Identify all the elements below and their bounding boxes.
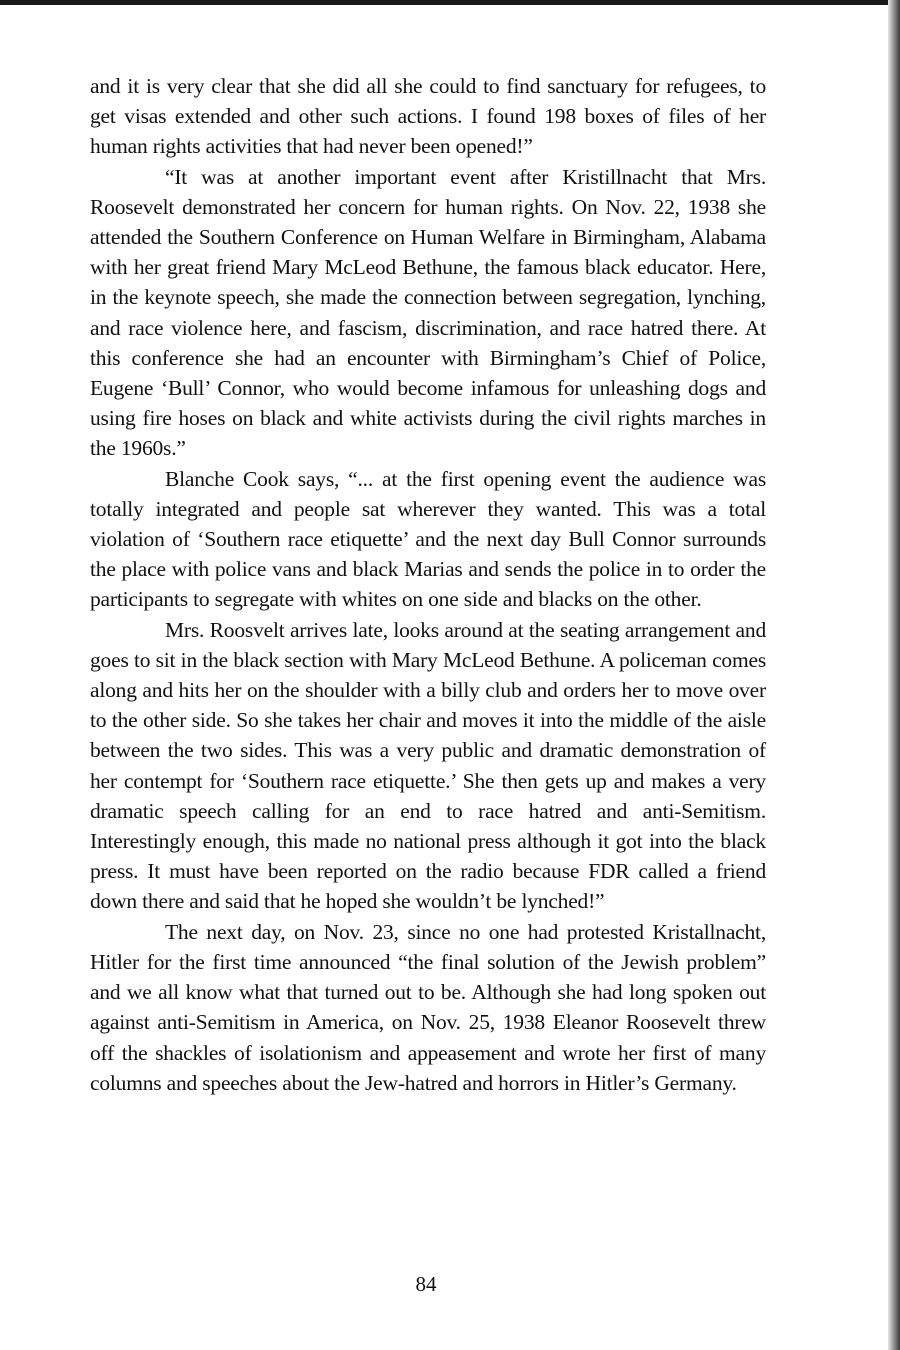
paragraph-kristallnacht-event: “It was at another important event after Kristillnacht that Mrs. Roosevelt demonstrated her concern for human rights. On Nov. 22, 1938 she attended the Southern Conference on Human Welfare in Birmingham, Alabama with her great friend Mary McLeod Bethune, the famous black educator. Here, in the keynote speech, she made the connection between segregation, lynching, and race violence here, and fascism, discrimination, and race hatred there. At this conference she had an encounter with Birmingham’s Chief of Police, Eugene ‘Bull’ Connor, who would become infamous for unleashing dogs and using fire hoses on black and white activists during the civil rights marches in the 1960s.” (90, 164, 766, 461)
paragraph-continued: and it is very clear that she did all she could to find sanctuary for refugees, to get visas extended and other such actions. I found 198 boxes of files of her human rights activities that had never been opened!” (90, 74, 766, 159)
paragraph-roosevelt-arrives: Mrs. Roosvelt arrives late, looks around at the seating arrangement and goes to sit in the black section with Mary McLeod Bethune. A policeman comes along and hits her on the shoulder with a billy club and orders her to move over to the other side. So she takes her chair and moves it into the middle of the aisle between the two sides. This was a very public and dramatic demonstration of her contempt for ‘Southern race etiquette.’ She then gets up and makes a very dramatic speech calling for an end to race hatred and anti-Semitism. Interestingly enough, this made no national press although it got into the black press. It must have been reported on the radio because FDR called a friend down there and said that he hoped she wouldn’t be lynched!” (90, 617, 766, 914)
body-text (90, 71, 766, 1098)
page-number: 84 (415, 1272, 437, 1296)
paragraph-blanche-cook: Blanche Cook says, “... at the first opening event the audience was totally integrated and people sat wherever they wanted. This was a total violation of ‘Southern race etiquette’ and the next day Bull Connor surrounds the place with police vans and black Marias and sends the police in to order the participants to segregate with whites on one side and blacks on the other. (90, 466, 766, 612)
page-edge-shadow (888, 0, 900, 1350)
paragraph-next-day: The next day, on Nov. 23, since no one had protested Kristallnacht, Hitler for the first time announced “the final solution of the Jewish problem” and we all know what that turned out to be. Although she had long spoken out against anti-Semitism in America, on Nov. 25, 1938 Eleanor Roosevelt threw off the shackles of isolationism and appeasement and wrote her first of many columns and speeches about the Jew-hatred and horrors in Hitler’s Germany. (90, 919, 766, 1095)
top-border-rule (0, 0, 900, 5)
